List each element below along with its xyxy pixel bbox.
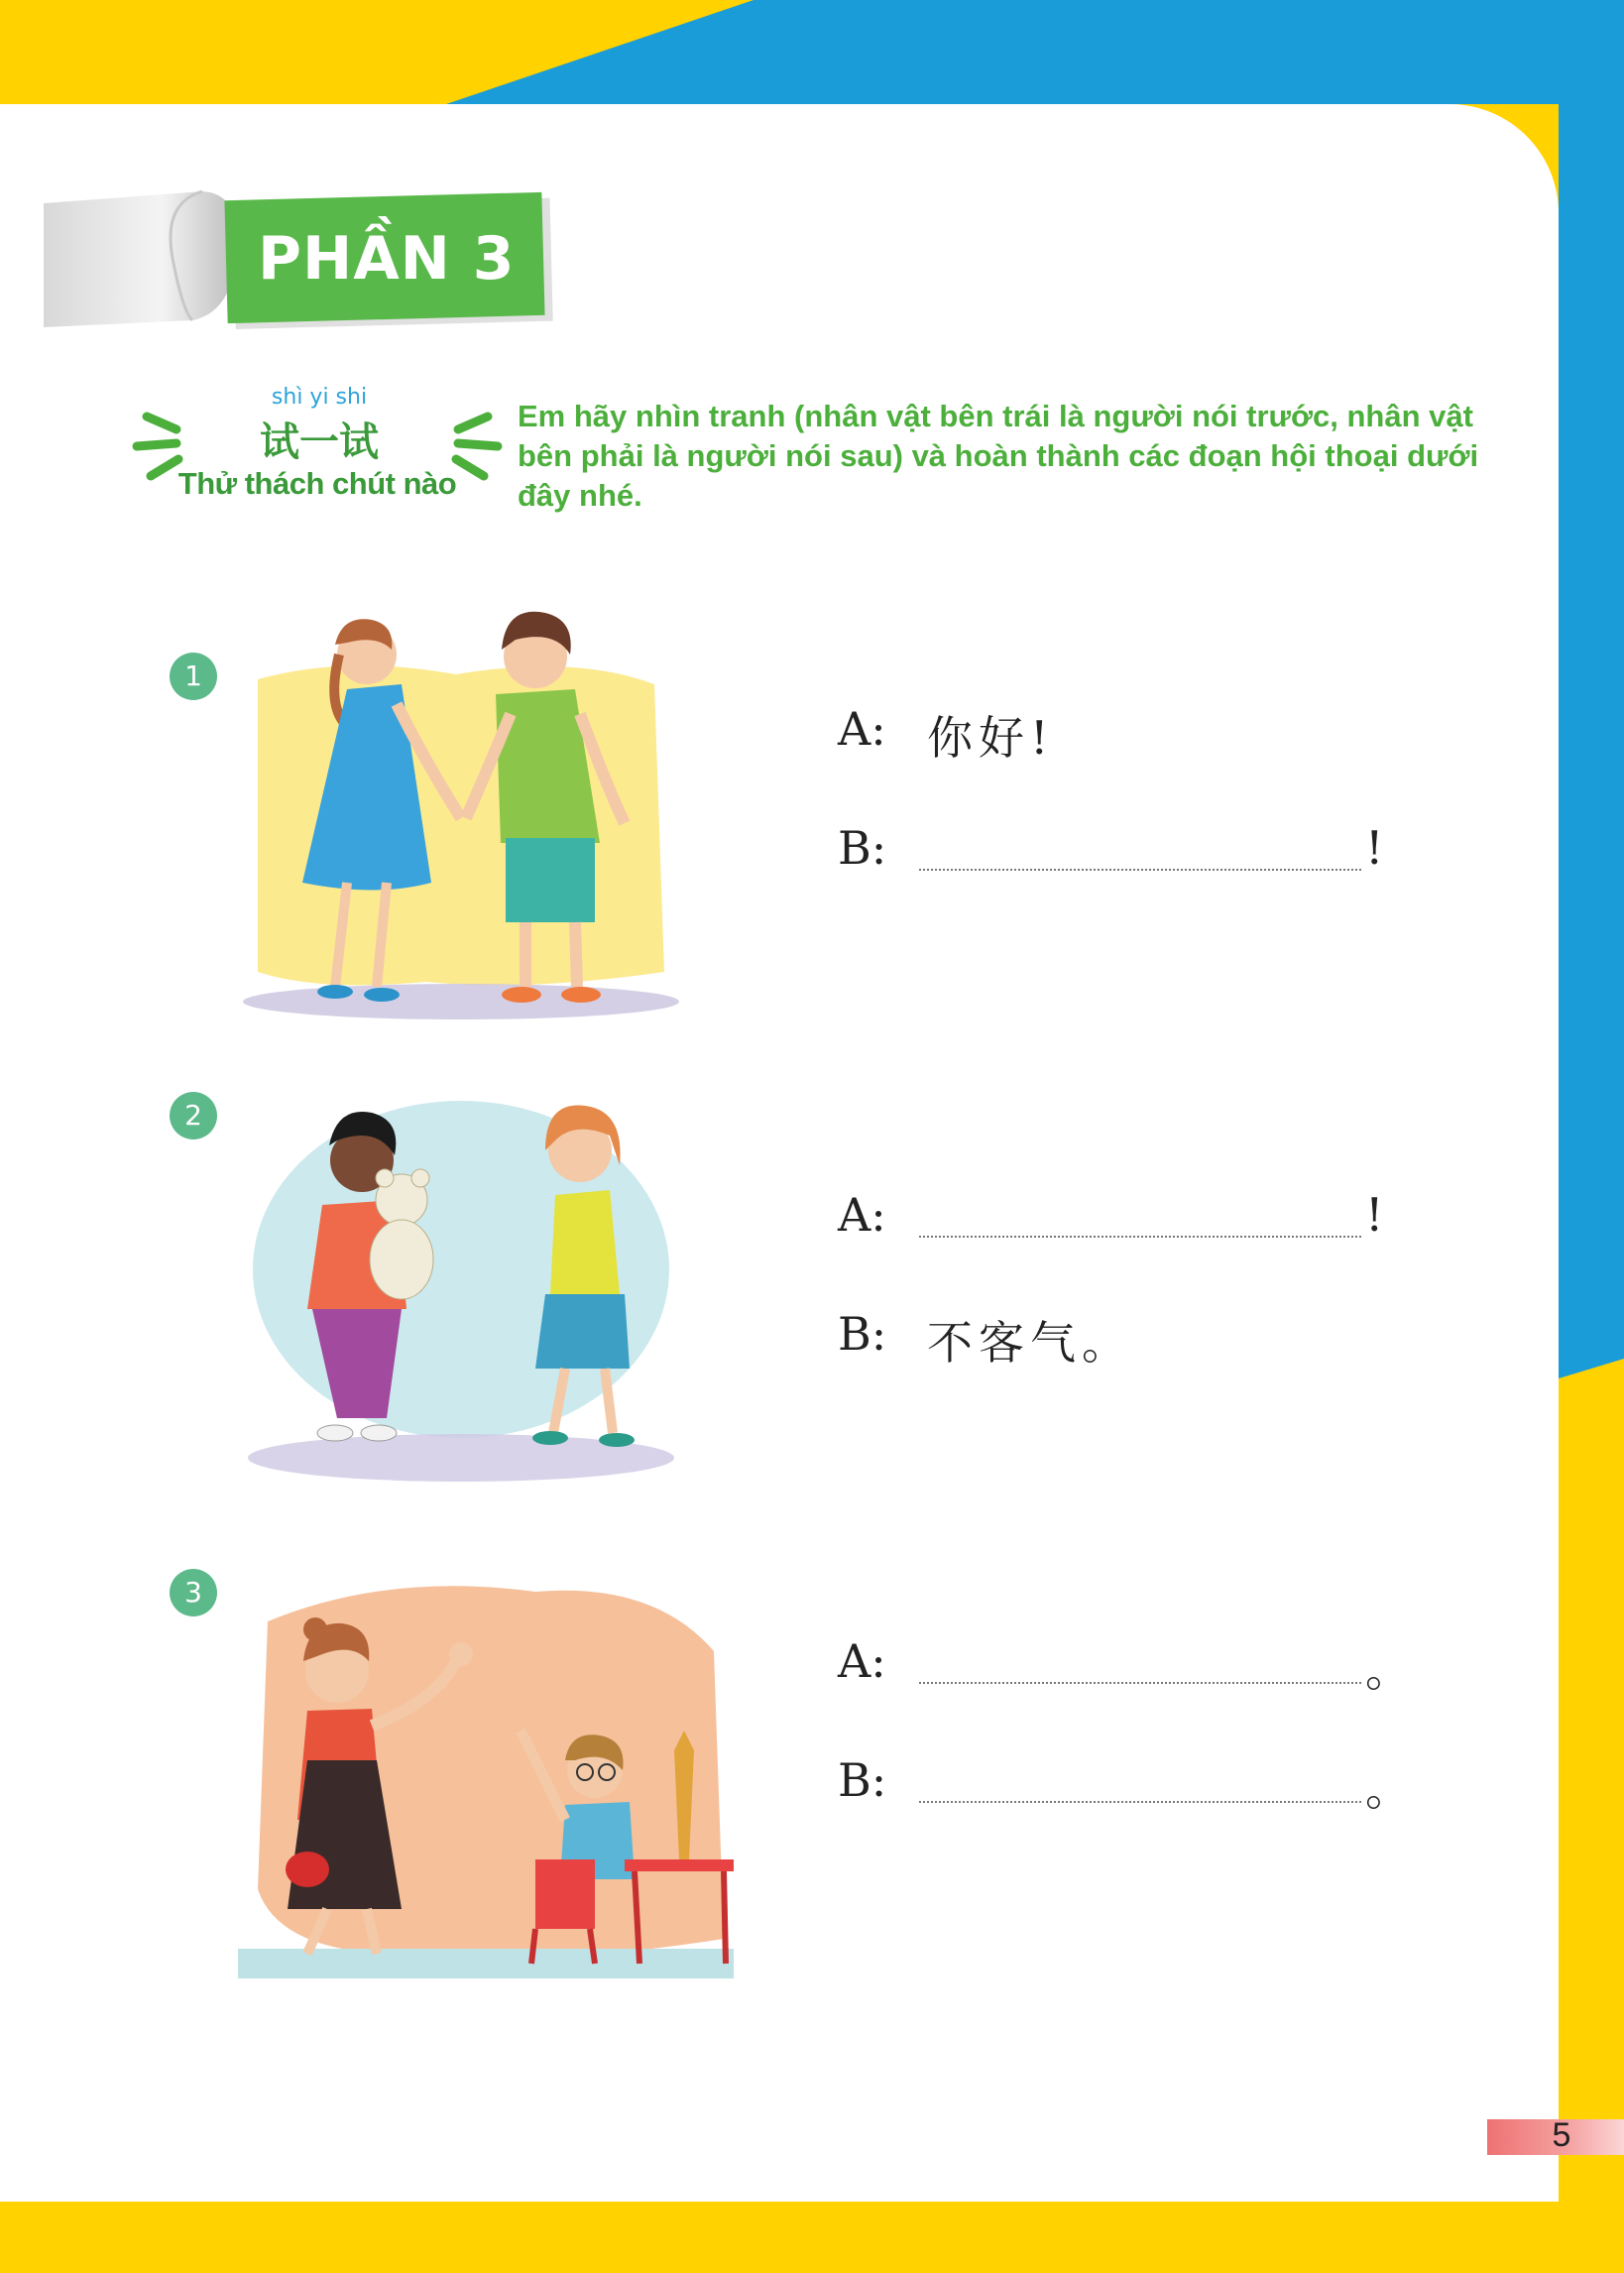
answer-blank[interactable] [919, 1236, 1361, 1238]
section-title: PHẦN 3 [258, 224, 516, 294]
badge-pinyin: shì yi shi [271, 385, 368, 410]
line-end-mark: ! [1365, 821, 1384, 875]
page-number: 5 [1552, 2116, 1571, 2154]
illustration-waving-greeting [238, 1562, 734, 1988]
dialogue-text: 不客气。 [927, 1316, 1133, 1370]
speaker-label: B: [838, 1307, 887, 1361]
speaker-label: A: [838, 1188, 886, 1242]
dialogue-line-1b [838, 821, 1393, 881]
answer-blank[interactable] [919, 869, 1361, 871]
dialogue-line-2b [838, 1307, 1393, 1370]
exercise-number-1: 1 [170, 653, 217, 700]
dialogue-text: 你好! [927, 711, 1055, 765]
answer-blank[interactable] [919, 1801, 1361, 1803]
line-end-mark: 。 [1365, 1643, 1411, 1697]
illustration-teddy-bear-gift [248, 1101, 674, 1482]
speaker-label: A: [838, 1634, 886, 1688]
exercise-number-2: 2 [170, 1092, 217, 1139]
banner-curl [44, 183, 242, 327]
dialogue-line-3a [838, 1634, 1411, 1697]
speaker-label: A: [838, 702, 886, 756]
illustration-handshake [228, 595, 694, 1031]
badge-hanzi: 试一试 [260, 419, 379, 465]
line-end-mark: ! [1365, 1188, 1384, 1242]
dialogue-line-3b [838, 1753, 1411, 1816]
instruction-text: Em hãy nhìn tranh (nhân vật bên trái là người nói trước, nhân vật bên phải là người nói sau) và hoàn thành các đoạn hội thoại dưới đây nhé. [518, 399, 1479, 513]
exercise-number-3: 3 [170, 1569, 217, 1616]
answer-blank[interactable] [919, 1682, 1361, 1684]
speaker-label: B: [838, 1753, 887, 1807]
dialogue-line-2a [838, 1188, 1393, 1248]
line-end-mark: 。 [1365, 1762, 1411, 1816]
speaker-label: B: [838, 821, 887, 875]
dialogue-line-1a [838, 702, 1393, 765]
badge-vietnamese: Thử thách chút nào [177, 466, 457, 501]
